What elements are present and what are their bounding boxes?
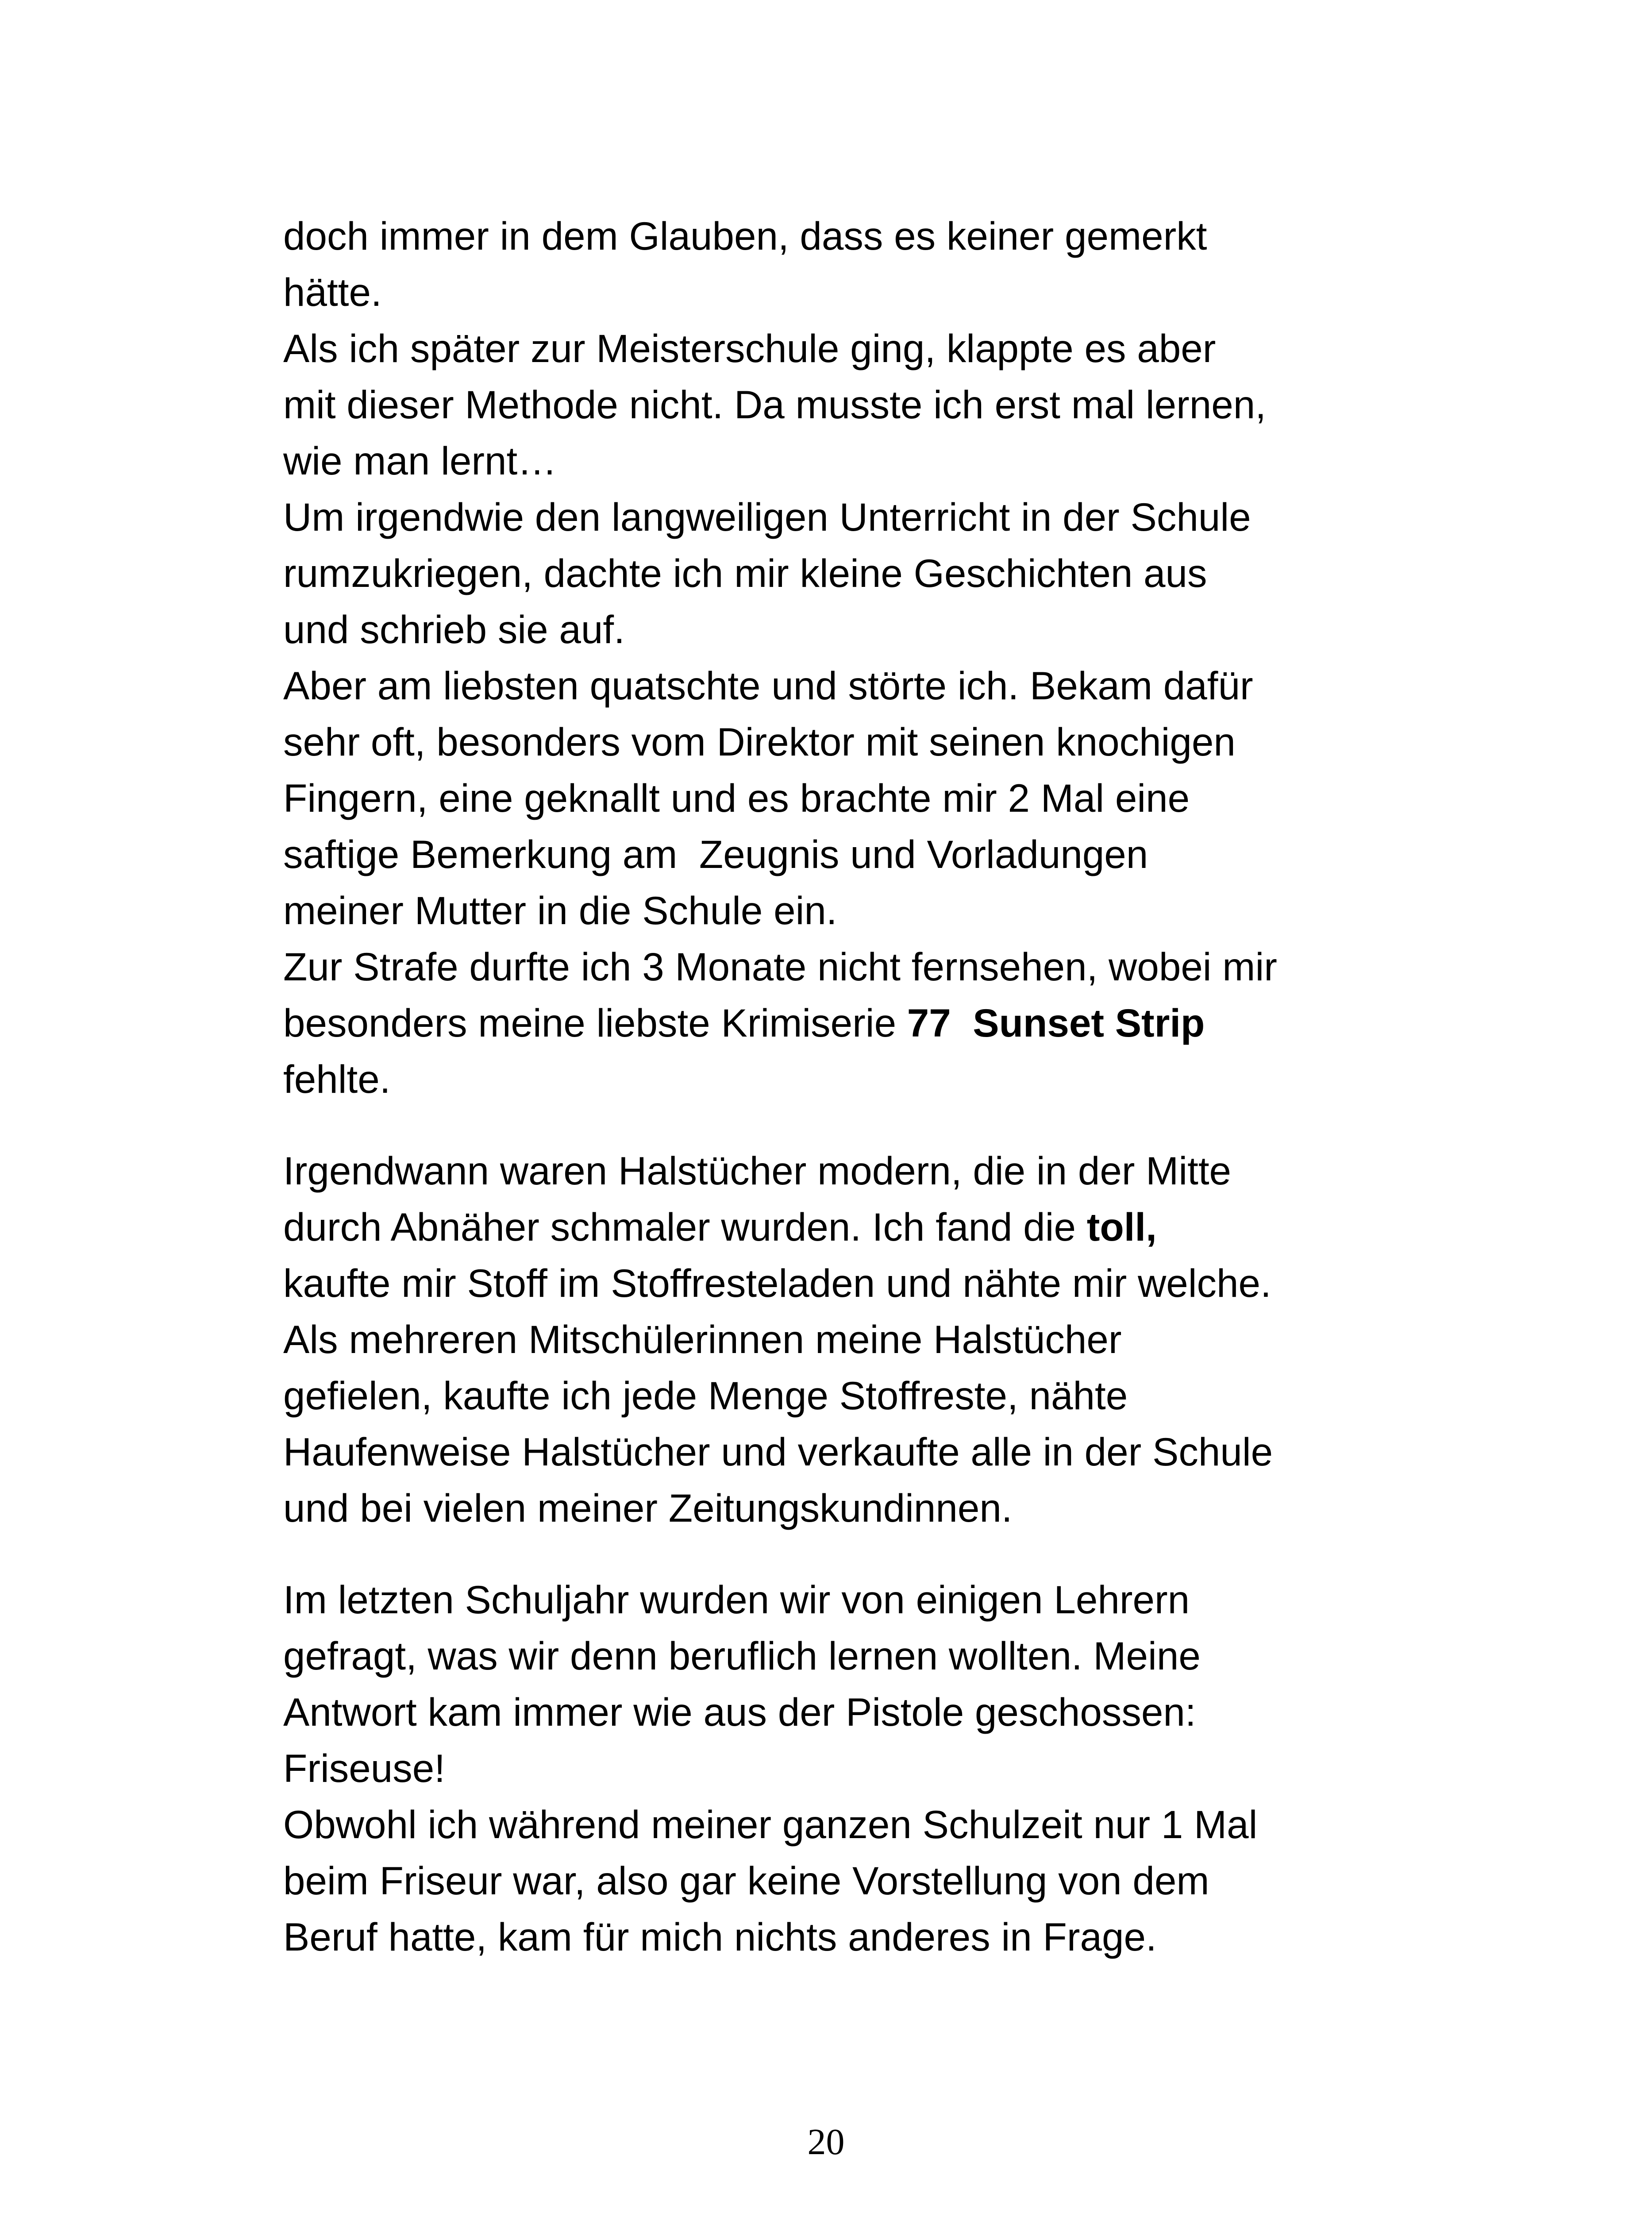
paragraph-school-memories	[283, 208, 1522, 1107]
text-line: doch immer in dem Glauben, dass es keiner gemerkt	[283, 214, 1207, 258]
paragraph-scarves	[283, 1143, 1522, 1536]
text-line: und bei vielen meiner Zeitungskundinnen.	[283, 1486, 1013, 1530]
paragraph-gap	[283, 1536, 1522, 1572]
text-line-with-show-title	[283, 995, 1522, 1051]
text-line: fehlte.	[283, 1057, 391, 1101]
text-line: meiner Mutter in die Schule ein.	[283, 888, 837, 933]
body-text	[283, 208, 1522, 1965]
text-line: kaufte mir Stoff im Stoffresteladen und nähte mir welche.	[283, 1261, 1271, 1305]
page-number: 20	[807, 2121, 845, 2163]
text-line: Als ich später zur Meisterschule ging, klappte es aber	[283, 326, 1216, 370]
text-line: Im letzten Schuljahr wurden wir von einigen Lehrern	[283, 1577, 1190, 1622]
text-line: beim Friseur war, also gar keine Vorstellung von dem	[283, 1858, 1209, 1903]
emphasis-toll: toll,	[1086, 1205, 1157, 1249]
text-line: Irgendwann waren Halstücher modern, die in der Mitte	[283, 1149, 1232, 1193]
text-line: Als mehreren Mitschülerinnen meine Halstücher	[283, 1317, 1122, 1361]
text-line: wie man lernt…	[283, 439, 557, 483]
text-line: sehr oft, besonders vom Direktor mit seinen knochigen	[283, 720, 1236, 764]
text-line-with-emphasis	[283, 1199, 1522, 1255]
text-segment: besonders meine liebste Krimiserie	[283, 1001, 907, 1045]
text-line: Um irgendwie den langweiligen Unterricht in der Schule	[283, 495, 1251, 539]
text-line: Fingern, eine geknallt und es brachte mir 2 Mal eine	[283, 776, 1190, 820]
text-segment: durch Abnäher schmaler wurden. Ich fand die	[283, 1205, 1087, 1249]
text-line: rumzukriegen, dachte ich mir kleine Geschichten aus	[283, 551, 1207, 595]
tv-show-title: 77 Sunset Strip	[907, 1001, 1205, 1045]
text-line: gefielen, kaufte ich jede Menge Stoffreste, nähte	[283, 1373, 1128, 1418]
text-line: Aber am liebsten quatschte und störte ich. Bekam dafür	[283, 663, 1253, 708]
text-line: Obwohl ich während meiner ganzen Schulzeit nur 1 Mal	[283, 1802, 1258, 1847]
text-line: und schrieb sie auf.	[283, 607, 625, 652]
text-line: gefragt, was wir denn beruflich lernen wollten. Meine	[283, 1634, 1201, 1678]
text-line: mit dieser Methode nicht. Da musste ich erst mal lernen,	[283, 382, 1266, 427]
paragraph-gap	[283, 1107, 1522, 1143]
paragraph-career-choice	[283, 1572, 1522, 1965]
text-line: hätte.	[283, 270, 382, 314]
text-line: Friseuse!	[283, 1746, 445, 1790]
text-line: Zur Strafe durfte ich 3 Monate nicht fernsehen, wobei mir	[283, 945, 1277, 989]
text-line: Beruf hatte, kam für mich nichts anderes in Frage.	[283, 1915, 1157, 1959]
text-line: Haufenweise Halstücher und verkaufte alle in der Schule	[283, 1430, 1273, 1474]
text-line: Antwort kam immer wie aus der Pistole geschossen:	[283, 1690, 1196, 1734]
text-line: saftige Bemerkung am Zeugnis und Vorladungen	[283, 832, 1148, 876]
